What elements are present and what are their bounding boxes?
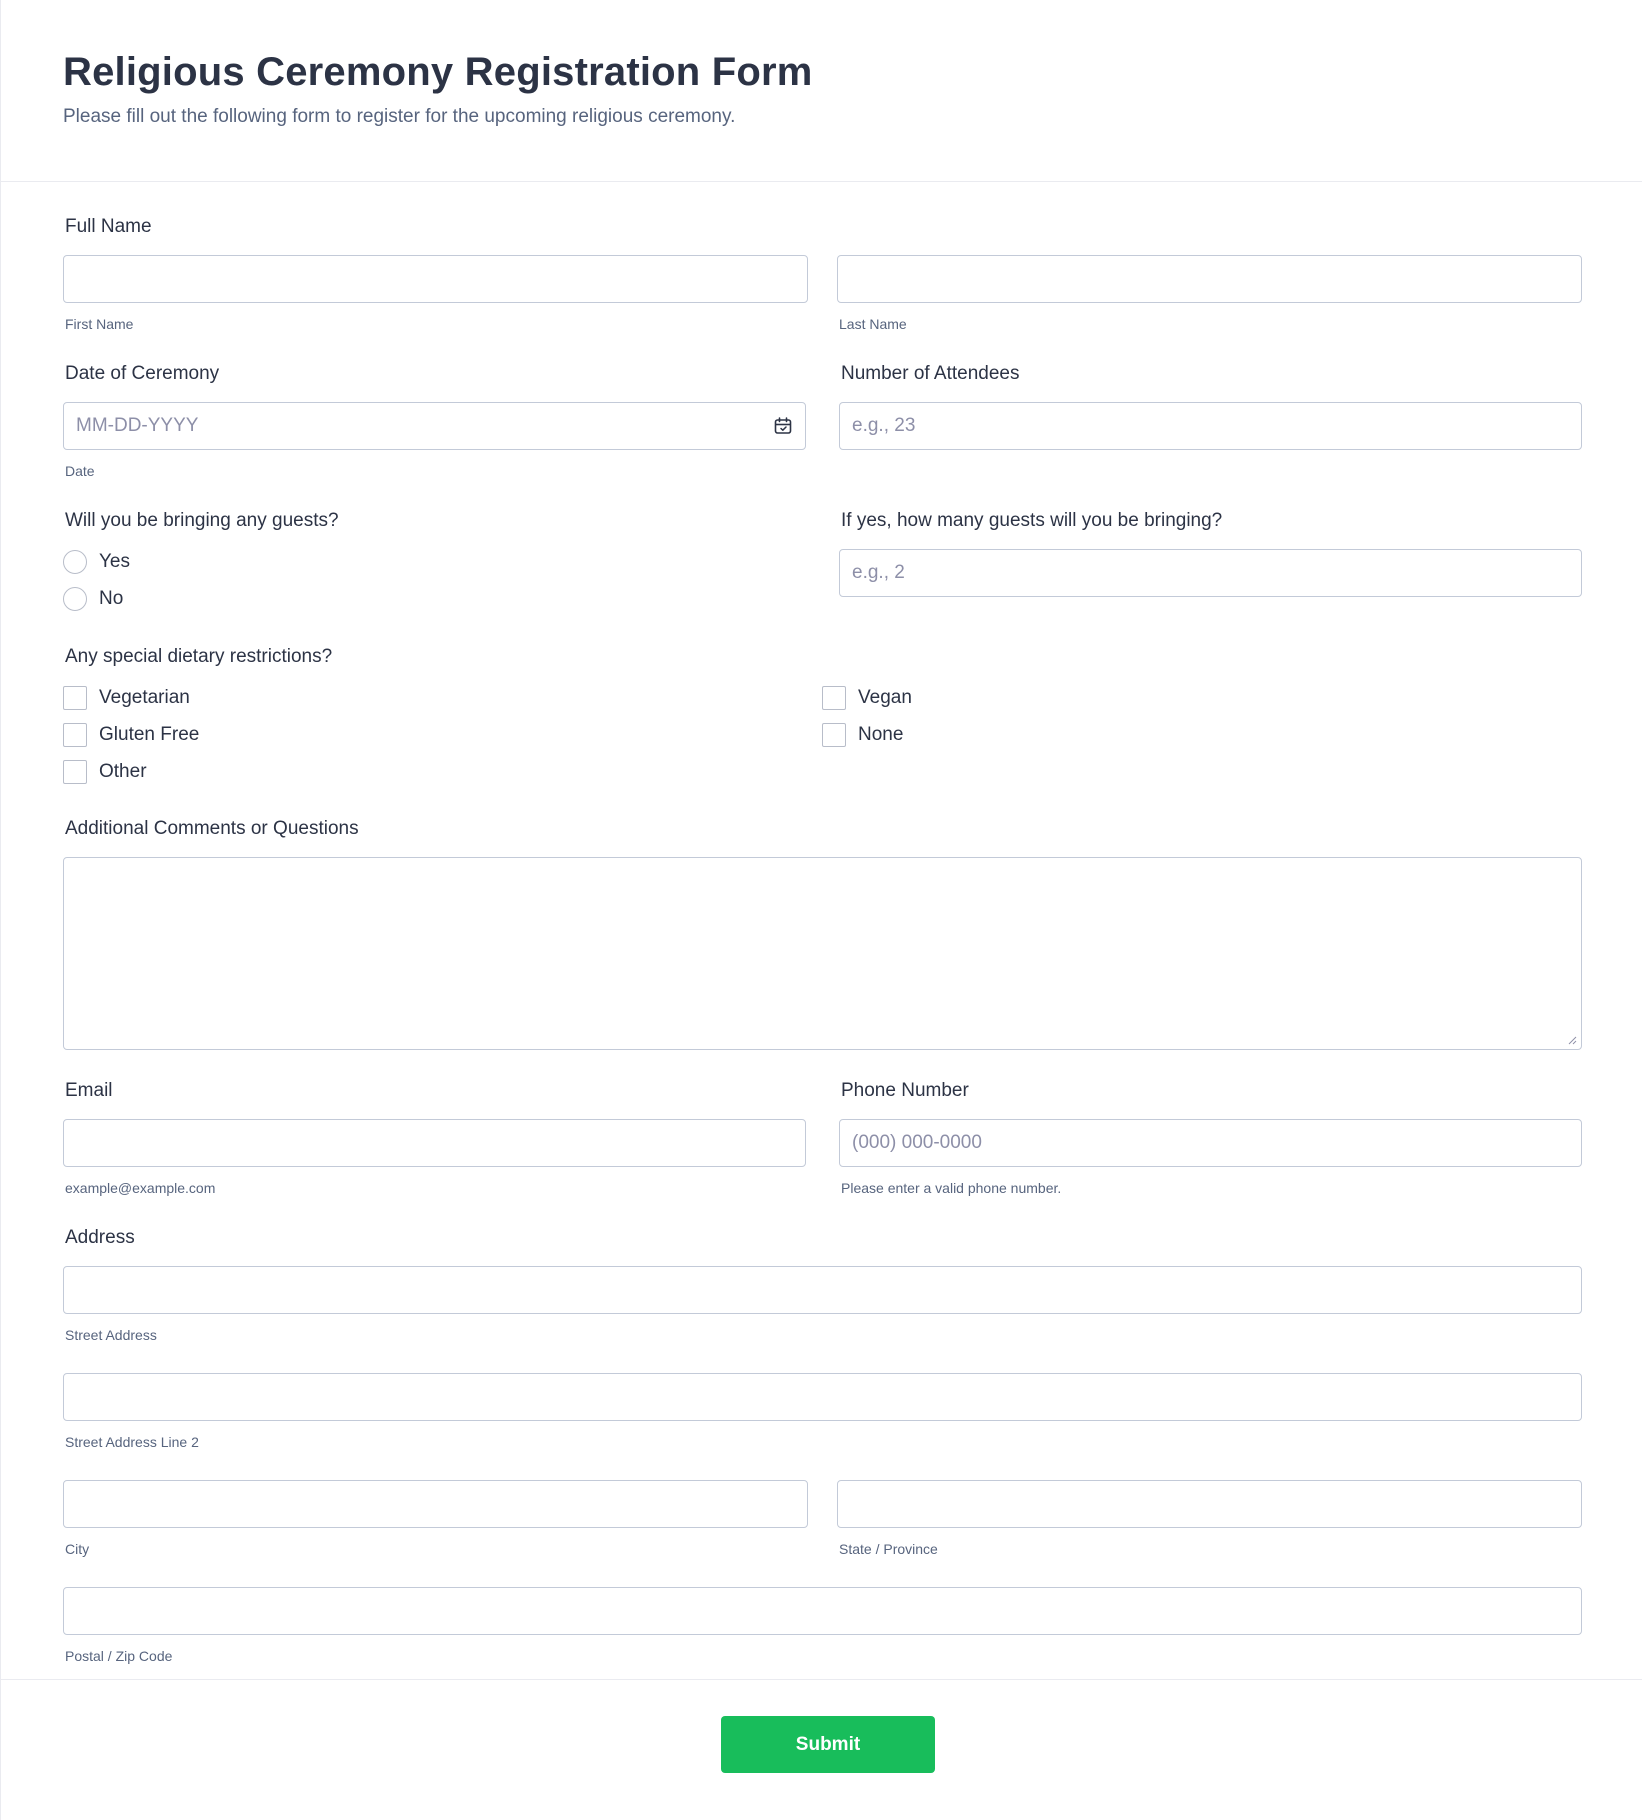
guests-yes-radio[interactable] [63,550,87,574]
date-sublabel: Date [65,463,95,479]
dietary-none-label[interactable]: None [858,724,904,745]
state-sublabel: State / Province [839,1541,938,1557]
street-address-line2-sublabel: Street Address Line 2 [65,1434,199,1450]
dietary-vegetarian-checkbox[interactable] [63,686,87,710]
calendar-icon[interactable] [773,416,793,436]
phone-input[interactable] [839,1119,1582,1167]
submit-button[interactable]: Submit [721,1716,935,1773]
dietary-vegan-checkbox[interactable] [822,686,846,710]
guests-label: Will you be bringing any guests? [65,510,339,531]
last-name-sublabel: Last Name [839,316,907,332]
email-label: Email [65,1080,113,1101]
dietary-vegan-label[interactable]: Vegan [858,687,912,708]
full-name-label: Full Name [65,216,152,237]
phone-sublabel: Please enter a valid phone number. [841,1180,1062,1196]
form-title: Religious Ceremony Registration Form [63,50,813,94]
dietary-label: Any special dietary restrictions? [65,646,333,667]
dietary-vegetarian-label[interactable]: Vegetarian [99,687,190,708]
email-sublabel: example@example.com [65,1180,216,1196]
guests-no-label[interactable]: No [99,588,124,609]
street-address-input[interactable] [63,1266,1582,1314]
first-name-input[interactable] [63,255,808,303]
form-header [1,0,1642,182]
date-label: Date of Ceremony [65,363,220,384]
form-subtitle: Please fill out the following form to register for the upcoming religious ceremony. [63,106,736,127]
zip-sublabel: Postal / Zip Code [65,1648,173,1664]
city-sublabel: City [65,1541,90,1557]
email-input[interactable] [63,1119,806,1167]
street-address-line2-input[interactable] [63,1373,1582,1421]
attendees-label: Number of Attendees [841,363,1020,384]
state-input[interactable] [837,1480,1582,1528]
guest-count-input[interactable] [839,549,1582,597]
comments-textarea[interactable] [63,857,1582,1050]
dietary-gluten-free-checkbox[interactable] [63,723,87,747]
guest-count-label: If yes, how many guests will you be bringing? [841,510,1223,531]
zip-input[interactable] [63,1587,1582,1635]
street-address-sublabel: Street Address [65,1327,157,1343]
comments-label: Additional Comments or Questions [65,818,359,839]
dietary-other-checkbox[interactable] [63,760,87,784]
guests-yes-label[interactable]: Yes [99,551,130,572]
phone-label: Phone Number [841,1080,969,1101]
dietary-none-checkbox[interactable] [822,723,846,747]
attendees-input[interactable] [839,402,1582,450]
last-name-input[interactable] [837,255,1582,303]
resize-handle-icon[interactable] [1567,1035,1577,1045]
footer-divider [1,1679,1642,1680]
first-name-sublabel: First Name [65,316,134,332]
dietary-gluten-free-label[interactable]: Gluten Free [99,724,200,745]
city-input[interactable] [63,1480,808,1528]
address-label: Address [65,1227,135,1248]
dietary-other-label[interactable]: Other [99,761,147,782]
guests-no-radio[interactable] [63,587,87,611]
date-input[interactable] [63,402,806,450]
